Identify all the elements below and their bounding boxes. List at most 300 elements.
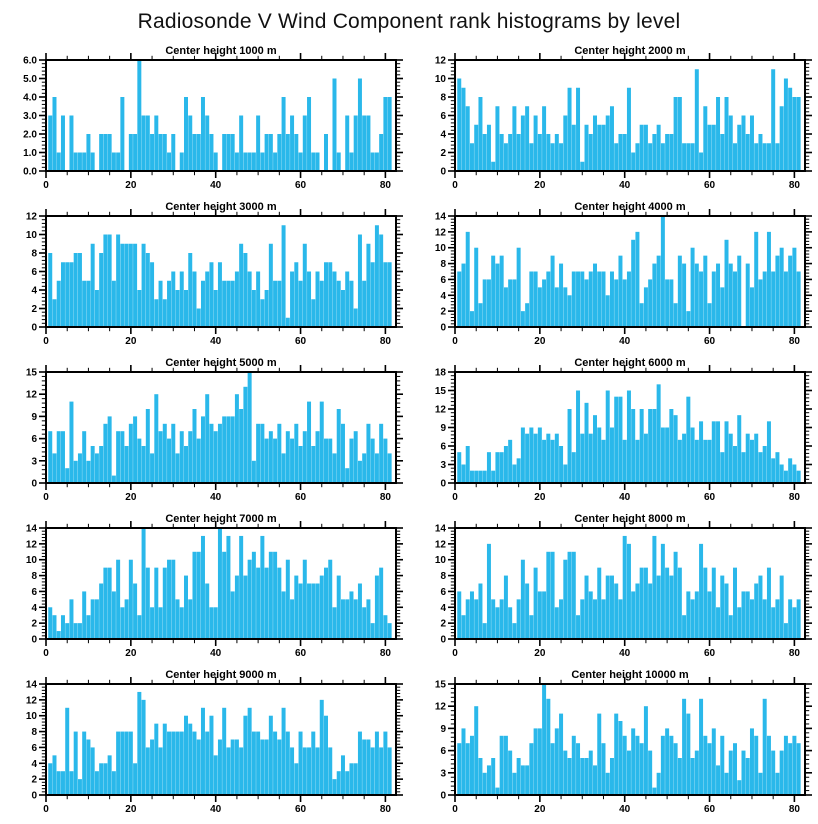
bar bbox=[627, 751, 631, 795]
bar bbox=[597, 428, 601, 484]
histogram-plot bbox=[0, 356, 409, 512]
bar bbox=[307, 272, 311, 328]
bar bbox=[754, 434, 758, 483]
bar bbox=[129, 732, 133, 795]
bar bbox=[57, 771, 61, 795]
histogram-bars bbox=[457, 69, 800, 171]
bar bbox=[375, 225, 379, 327]
bar bbox=[576, 272, 580, 328]
y-tick-label: 4.0 bbox=[23, 92, 37, 104]
bar bbox=[112, 771, 116, 795]
bar bbox=[644, 568, 648, 639]
bar bbox=[299, 153, 303, 172]
bar bbox=[311, 732, 315, 795]
bar bbox=[205, 732, 209, 795]
bar bbox=[767, 568, 771, 639]
bar bbox=[792, 248, 796, 327]
bar bbox=[529, 272, 533, 328]
x-tick-label: 40 bbox=[210, 492, 222, 503]
x-tick-label: 0 bbox=[43, 336, 49, 347]
bar bbox=[784, 736, 788, 795]
y-tick-label: 8 bbox=[440, 571, 446, 583]
bar bbox=[750, 287, 754, 327]
bar bbox=[137, 615, 141, 639]
bar bbox=[349, 153, 353, 172]
bar bbox=[159, 281, 163, 327]
y-tick-label: 9 bbox=[31, 411, 37, 423]
x-tick-label: 40 bbox=[619, 336, 631, 347]
bar bbox=[640, 743, 644, 795]
bar bbox=[176, 453, 180, 483]
bar bbox=[699, 153, 703, 172]
bar bbox=[610, 106, 614, 171]
bar bbox=[695, 591, 699, 639]
bar bbox=[733, 143, 737, 171]
bar bbox=[775, 452, 779, 483]
bar bbox=[78, 779, 82, 795]
bar bbox=[108, 416, 112, 483]
bar bbox=[623, 536, 627, 639]
bar bbox=[601, 440, 605, 483]
bar bbox=[521, 116, 525, 172]
bar bbox=[767, 736, 771, 795]
bar bbox=[746, 758, 750, 795]
bar bbox=[585, 125, 589, 171]
bar bbox=[788, 88, 792, 171]
bar bbox=[226, 536, 230, 639]
y-tick-label: 12 bbox=[434, 227, 446, 239]
bar bbox=[316, 584, 320, 640]
y-tick-label: 18 bbox=[434, 367, 446, 379]
x-tick-label: 0 bbox=[43, 180, 49, 191]
y-tick-label: 6 bbox=[440, 274, 446, 286]
bar bbox=[307, 747, 311, 795]
bar bbox=[466, 599, 470, 639]
x-tick-label: 0 bbox=[452, 492, 458, 503]
bar bbox=[737, 780, 741, 795]
bar bbox=[682, 615, 686, 639]
bar bbox=[703, 440, 707, 483]
bar bbox=[184, 446, 188, 483]
y-tick-label: 4 bbox=[31, 758, 37, 770]
bar bbox=[154, 116, 158, 172]
bar bbox=[176, 732, 180, 795]
bar bbox=[585, 279, 589, 327]
bar bbox=[754, 232, 758, 327]
bar bbox=[457, 79, 461, 172]
bar bbox=[345, 771, 349, 795]
subplot-center-height-3000m bbox=[0, 200, 409, 356]
subplot-center-height-7000m bbox=[0, 512, 409, 668]
bar bbox=[99, 134, 103, 171]
bar bbox=[784, 79, 788, 172]
bar bbox=[652, 788, 656, 795]
bar bbox=[708, 303, 712, 327]
bar bbox=[580, 599, 584, 639]
bar bbox=[180, 272, 184, 328]
bar bbox=[197, 552, 201, 639]
bar bbox=[517, 248, 521, 327]
x-tick-label: 80 bbox=[788, 336, 800, 347]
bar bbox=[695, 440, 699, 483]
bar bbox=[763, 599, 767, 639]
bar bbox=[606, 295, 610, 327]
y-tick-label: 9 bbox=[440, 723, 446, 735]
y-tick-label: 6 bbox=[440, 586, 446, 598]
bar bbox=[137, 439, 141, 483]
bar bbox=[635, 232, 639, 327]
bar bbox=[282, 453, 286, 483]
y-tick-label: 4 bbox=[31, 602, 37, 614]
bar bbox=[383, 97, 387, 171]
y-tick-label: 0.0 bbox=[23, 166, 37, 178]
bar bbox=[568, 88, 572, 171]
bar bbox=[103, 424, 107, 483]
bar bbox=[495, 106, 499, 171]
bar bbox=[146, 116, 150, 172]
bar bbox=[470, 591, 474, 639]
bar bbox=[345, 468, 349, 483]
bar bbox=[631, 240, 635, 327]
bar bbox=[307, 584, 311, 640]
bar bbox=[108, 134, 112, 171]
x-tick-label: 0 bbox=[452, 180, 458, 191]
bar bbox=[69, 402, 73, 483]
bar bbox=[366, 599, 370, 639]
bar bbox=[48, 253, 52, 327]
bar bbox=[792, 97, 796, 171]
bar bbox=[371, 153, 375, 172]
y-tick-label: 4 bbox=[31, 285, 37, 297]
bar bbox=[474, 125, 478, 171]
bar bbox=[585, 403, 589, 483]
y-tick-label: 8 bbox=[31, 571, 37, 583]
bar bbox=[788, 458, 792, 483]
bar bbox=[205, 272, 209, 328]
bar bbox=[678, 568, 682, 639]
bar bbox=[559, 143, 563, 171]
bar bbox=[720, 452, 724, 483]
bar bbox=[555, 134, 559, 171]
bar bbox=[332, 272, 336, 328]
y-tick-label: 4 bbox=[440, 602, 446, 614]
bar bbox=[674, 743, 678, 795]
bar bbox=[243, 387, 247, 483]
bar bbox=[478, 584, 482, 640]
bar bbox=[358, 461, 362, 483]
bar bbox=[243, 253, 247, 327]
bar bbox=[521, 428, 525, 484]
y-tick-label: 0 bbox=[31, 478, 37, 490]
bar bbox=[303, 244, 307, 327]
y-tick-label: 4 bbox=[440, 129, 446, 141]
subplot-title: Center height 6000 m bbox=[574, 357, 686, 369]
bar bbox=[708, 591, 712, 639]
bar bbox=[290, 599, 294, 639]
bar bbox=[150, 453, 154, 483]
bar bbox=[150, 262, 154, 327]
y-tick-label: 8 bbox=[440, 92, 446, 104]
bar bbox=[746, 134, 750, 171]
bar bbox=[678, 440, 682, 483]
bar bbox=[797, 471, 801, 483]
bar bbox=[534, 728, 538, 795]
bar bbox=[763, 699, 767, 795]
y-tick-label: 6 bbox=[31, 267, 37, 278]
bar bbox=[487, 279, 491, 327]
bar bbox=[618, 397, 622, 483]
bar bbox=[332, 79, 336, 172]
bar bbox=[375, 576, 379, 639]
bar bbox=[239, 116, 243, 172]
bar bbox=[159, 134, 163, 171]
bar bbox=[91, 446, 95, 483]
bar bbox=[669, 134, 673, 171]
bar bbox=[661, 544, 665, 639]
bar bbox=[457, 591, 461, 639]
histogram-bars bbox=[48, 60, 391, 171]
bar bbox=[691, 248, 695, 327]
bar bbox=[635, 736, 639, 795]
bar bbox=[358, 732, 362, 795]
bar bbox=[269, 134, 273, 171]
subplot-title: Center height 1000 m bbox=[165, 45, 277, 57]
y-tick-label: 12 bbox=[25, 539, 37, 551]
bar bbox=[337, 153, 341, 172]
bar bbox=[125, 244, 129, 327]
bar bbox=[610, 428, 614, 484]
bar bbox=[529, 615, 533, 639]
bar bbox=[538, 728, 542, 795]
x-tick-label: 80 bbox=[379, 648, 391, 659]
bar bbox=[324, 716, 328, 795]
bar bbox=[504, 143, 508, 171]
bar bbox=[99, 446, 103, 483]
bar bbox=[474, 599, 478, 639]
bar bbox=[729, 116, 733, 172]
bar bbox=[349, 763, 353, 795]
bar bbox=[86, 281, 90, 327]
bar bbox=[239, 747, 243, 795]
bar bbox=[273, 153, 277, 172]
bar bbox=[260, 424, 264, 483]
bar bbox=[500, 452, 504, 483]
bar bbox=[231, 740, 235, 796]
bar bbox=[792, 607, 796, 639]
y-tick-label: 3.0 bbox=[23, 111, 37, 122]
bar bbox=[627, 272, 631, 328]
x-tick-label: 20 bbox=[125, 336, 137, 347]
bar bbox=[57, 281, 61, 327]
bar bbox=[48, 763, 52, 795]
x-tick-label: 20 bbox=[125, 492, 137, 503]
bar bbox=[103, 235, 107, 328]
bar bbox=[388, 97, 392, 171]
bar bbox=[222, 708, 226, 795]
bar bbox=[120, 244, 124, 327]
bar bbox=[708, 743, 712, 795]
bar bbox=[112, 281, 116, 327]
bar bbox=[758, 576, 762, 639]
bar bbox=[78, 153, 82, 172]
bar bbox=[614, 397, 618, 483]
bar bbox=[324, 439, 328, 483]
bar bbox=[461, 615, 465, 639]
bar bbox=[95, 599, 99, 639]
bar bbox=[273, 552, 277, 639]
bar bbox=[784, 623, 788, 639]
bar bbox=[657, 773, 661, 795]
bar bbox=[474, 706, 478, 795]
bar bbox=[546, 134, 550, 171]
y-tick-label: 6 bbox=[31, 586, 37, 598]
x-tick-label: 60 bbox=[703, 492, 716, 503]
bar bbox=[648, 751, 652, 795]
bar bbox=[538, 287, 542, 327]
bar bbox=[311, 153, 315, 172]
bar bbox=[103, 134, 107, 171]
subplot-center-height-5000m bbox=[0, 356, 409, 512]
bar bbox=[192, 134, 196, 171]
y-tick-label: 2 bbox=[440, 306, 446, 318]
subplot-title: Center height 8000 m bbox=[574, 513, 686, 525]
bar bbox=[491, 256, 495, 327]
bar bbox=[576, 743, 580, 795]
bar bbox=[686, 714, 690, 795]
bar bbox=[563, 465, 567, 484]
bar bbox=[627, 88, 631, 171]
bar bbox=[551, 256, 555, 327]
bar bbox=[771, 272, 775, 328]
bar bbox=[184, 97, 188, 171]
x-tick-label: 80 bbox=[788, 180, 800, 191]
x-tick-label: 40 bbox=[619, 648, 631, 659]
bar bbox=[167, 153, 171, 172]
bar bbox=[252, 732, 256, 795]
bar bbox=[780, 751, 784, 795]
bar bbox=[534, 272, 538, 328]
bar bbox=[784, 272, 788, 328]
bar bbox=[517, 758, 521, 795]
bar bbox=[665, 279, 669, 327]
bar bbox=[277, 568, 281, 639]
bar bbox=[362, 740, 366, 796]
bar bbox=[771, 69, 775, 171]
x-tick-label: 40 bbox=[210, 336, 222, 347]
bar bbox=[729, 751, 733, 795]
bar bbox=[303, 431, 307, 483]
bar bbox=[277, 740, 281, 796]
y-tick-label: 10 bbox=[434, 555, 446, 567]
bar bbox=[669, 736, 673, 795]
bar bbox=[52, 97, 56, 171]
bar bbox=[133, 244, 137, 327]
bar bbox=[741, 591, 745, 639]
bar bbox=[159, 431, 163, 483]
bar bbox=[201, 416, 205, 483]
bar bbox=[197, 740, 201, 796]
bar bbox=[797, 599, 801, 639]
bar bbox=[563, 560, 567, 639]
bar bbox=[512, 106, 516, 171]
bar bbox=[82, 732, 86, 795]
bar bbox=[180, 153, 184, 172]
bar bbox=[551, 743, 555, 795]
bar bbox=[82, 153, 86, 172]
bar bbox=[644, 287, 648, 327]
bar bbox=[580, 434, 584, 483]
bar bbox=[631, 409, 635, 483]
bar bbox=[159, 747, 163, 795]
bar bbox=[686, 143, 690, 171]
y-tick-label: 12 bbox=[434, 701, 446, 713]
bar bbox=[750, 728, 754, 795]
bar bbox=[65, 708, 69, 795]
bar bbox=[184, 716, 188, 795]
bar bbox=[180, 607, 184, 639]
bar bbox=[517, 458, 521, 483]
y-tick-label: 0 bbox=[440, 322, 446, 334]
bar bbox=[483, 623, 487, 639]
bar bbox=[657, 125, 661, 171]
bar bbox=[133, 763, 137, 795]
bar bbox=[733, 568, 737, 639]
bar bbox=[388, 262, 392, 327]
bar bbox=[176, 599, 180, 639]
subplot-title: Center height 10000 m bbox=[571, 669, 689, 681]
bar bbox=[341, 599, 345, 639]
bar bbox=[597, 714, 601, 795]
bar bbox=[512, 773, 516, 795]
bar bbox=[345, 599, 349, 639]
bar bbox=[729, 434, 733, 483]
bar bbox=[720, 736, 724, 795]
bar bbox=[686, 397, 690, 483]
bar bbox=[299, 446, 303, 483]
bar bbox=[184, 576, 188, 639]
bar bbox=[525, 434, 529, 483]
subplot-title: Center height 3000 m bbox=[165, 201, 277, 213]
bar bbox=[618, 721, 622, 795]
bar bbox=[125, 732, 129, 795]
bar bbox=[137, 290, 141, 327]
bar bbox=[61, 262, 65, 327]
bar bbox=[708, 125, 712, 171]
bar bbox=[290, 272, 294, 328]
bar bbox=[674, 552, 678, 639]
bar bbox=[627, 544, 631, 639]
subplot-title: Center height 5000 m bbox=[165, 357, 277, 369]
bar bbox=[674, 415, 678, 483]
bar bbox=[243, 576, 247, 639]
y-tick-label: 6 bbox=[440, 746, 446, 758]
bar bbox=[741, 452, 745, 483]
bar bbox=[209, 262, 213, 327]
y-tick-label: 0 bbox=[31, 790, 37, 802]
bar bbox=[669, 279, 673, 327]
y-tick-label: 1.0 bbox=[23, 148, 37, 159]
bar bbox=[754, 584, 758, 640]
bar bbox=[260, 299, 264, 327]
bar bbox=[354, 763, 358, 795]
bar bbox=[500, 599, 504, 639]
bar bbox=[65, 623, 69, 639]
plot-frame bbox=[46, 60, 396, 171]
bar bbox=[99, 584, 103, 640]
bar bbox=[792, 465, 796, 484]
histogram-bars bbox=[48, 528, 391, 639]
bar bbox=[695, 69, 699, 171]
